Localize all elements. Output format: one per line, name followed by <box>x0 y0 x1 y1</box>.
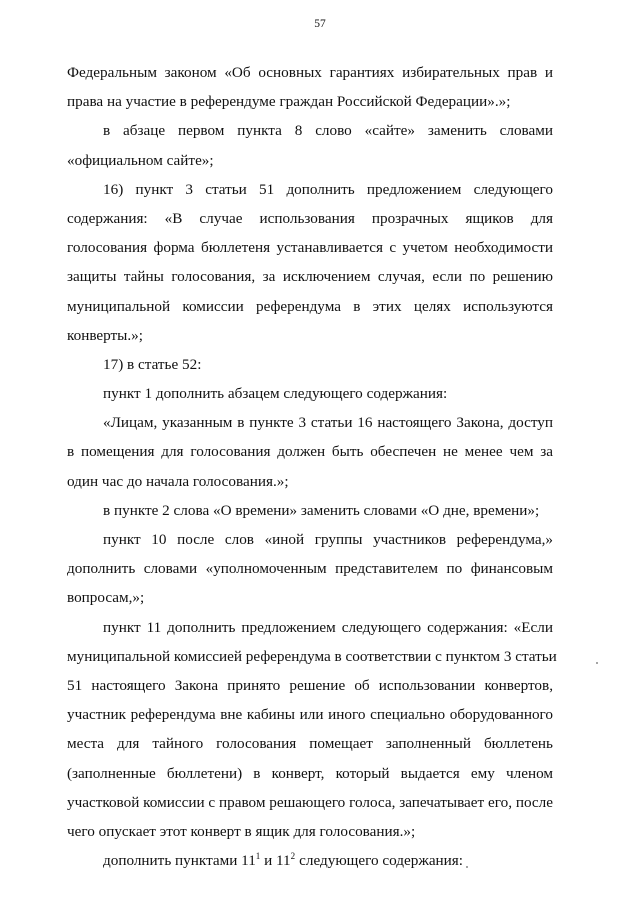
final-line-part: и 11 <box>260 852 291 870</box>
text-line: «официальном сайте»; <box>67 151 214 169</box>
text-line: один час до начала голосования.»; <box>67 472 289 490</box>
text-line: «Лицам, указанным в пункте 3 статьи 16 настоящего Закона, доступ <box>103 414 553 432</box>
text-line-final <box>67 846 553 875</box>
text-line: защиты тайны голосования, за исключением случая, если по решению <box>67 268 553 286</box>
text-line: конверты.»; <box>67 326 143 344</box>
text-line: пункт 11 дополнить предложением следующего содержания: «Если <box>103 618 553 636</box>
scan-speck <box>466 866 468 868</box>
text-line: чего опускает этот конверт в ящик для голосования.»; <box>67 822 416 840</box>
text-line: 51 настоящего Закона принято решение об использовании конвертов, <box>67 676 553 694</box>
text-line: вопросам,»; <box>67 589 145 607</box>
text-line: в помещения для голосования должен быть обеспечен не менее чем за <box>67 443 553 461</box>
text-line: пункт 10 после слов «иной группы участников референдума,» <box>103 531 553 548</box>
final-line-part: следующего содержания: <box>299 852 464 870</box>
final-line-part: дополнить пунктами 11 <box>103 852 256 870</box>
text-line: участник референдума вне кабины или иного специально оборудованного <box>67 706 553 724</box>
text-line: муниципальной комиссии референдума в этих целях используются <box>67 297 553 315</box>
text-line: 16) пункт 3 статьи 51 дополнить предложением следующего <box>103 180 553 198</box>
text-line: 17) в статье 52: <box>103 355 202 373</box>
text-line: пункт 1 дополнить абзацем следующего содержания: <box>103 385 448 403</box>
text-line: дополнить словами «уполномоченным представителем по финансовым <box>67 560 553 578</box>
text-line: в пункте 2 слова «О времени» заменить словами «О дне, времени»; <box>103 501 540 519</box>
scan-speck <box>596 662 598 664</box>
text-line: муниципальной комиссией референдума в соответствии с пунктом 3 статьи <box>67 647 557 665</box>
text-line: Федеральным законом «Об основных гарантиях избирательных прав и <box>67 64 553 81</box>
text-line: места для тайного голосования помещает заполненный бюллетень <box>67 735 553 753</box>
text-line: участковой комиссии с правом решающего голоса, запечатывает его, после <box>67 793 553 811</box>
text-line: (заполненные бюллетени) в конверт, который выдается ему членом <box>67 764 553 782</box>
text-line: голосования форма бюллетеня устанавливается с учетом необходимости <box>67 239 553 257</box>
text-line: права на участие в референдуме граждан Российской Федерации».»; <box>67 93 511 111</box>
superscript: 1 <box>255 851 261 861</box>
text-line: в абзаце первом пункта 8 слово «сайте» заменить словами <box>103 122 553 140</box>
page-number: 57 <box>314 18 326 30</box>
body-text <box>67 58 557 875</box>
superscript: 2 <box>290 851 296 861</box>
text-line: содержания: «В случае использования прозрачных ящиков для <box>67 209 553 227</box>
